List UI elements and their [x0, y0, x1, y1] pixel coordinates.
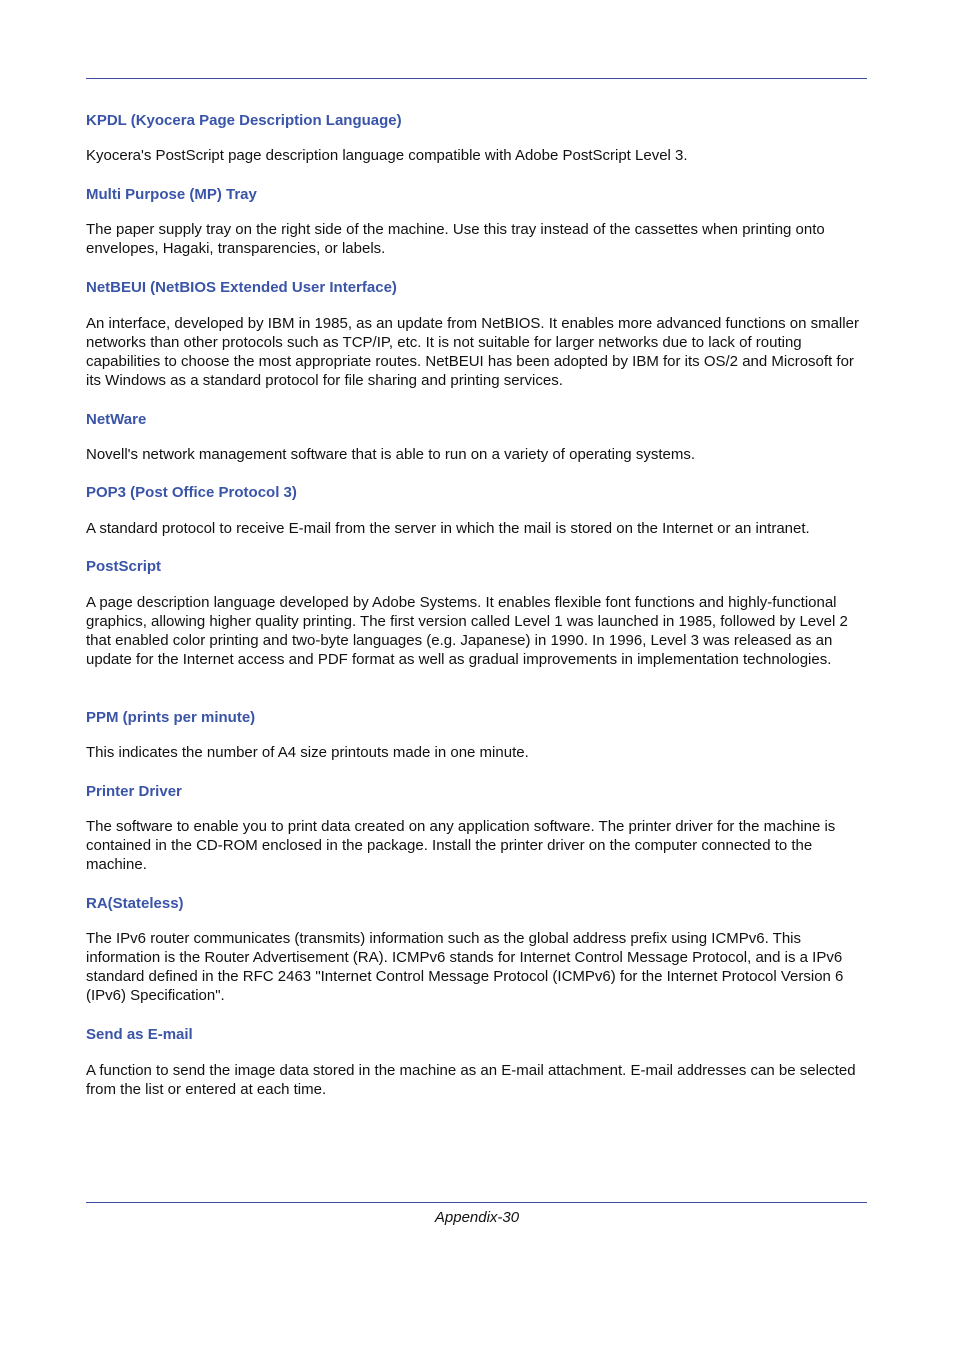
header-rule [86, 78, 867, 79]
glossary-definition: Novell's network management software that is able to run on a variety of operating systems. [86, 446, 695, 463]
glossary-entry [86, 410, 867, 483]
glossary-term: RA(Stateless) [86, 895, 184, 912]
glossary-definition: This indicates the number of A4 size printouts made in one minute. [86, 744, 529, 761]
glossary-definition: The software to enable you to print data created on any application software. The printer driver for the machine is contained in the CD-ROM enclosed in the package. Install the printer driver on the computer connected to the machine. [86, 818, 836, 873]
glossary-definition: A function to send the image data stored in the machine as an E-mail attachment. E-mail addresses can be selected from the list or entered at each time. [86, 1062, 856, 1098]
glossary-entry [86, 782, 867, 894]
glossary-term: Printer Driver [86, 783, 182, 800]
glossary-entry [86, 708, 867, 782]
glossary-entry [86, 1025, 867, 1099]
glossary-entry [86, 557, 867, 708]
glossary-entry [86, 894, 867, 1025]
glossary-definition: The IPv6 router communicates (transmits) information such as the global address prefix using ICMPv6. This information is the Router Advertisement (RA). ICMPv6 stands for Internet Control Message Protocol, and is a IPv6 standard defined in the RFC 2463 "Internet Control Message Protocol (ICMPv6) for the Internet Protocol Version 6 (IPv6) Specification". [86, 930, 844, 1004]
glossary-definition: An interface, developed by IBM in 1985, as an update from NetBIOS. It enables more advanced functions on smaller networks than other protocols such as TCP/IP, etc. It is not suitable for larger networks due to lack of routing capabilities to choose the most appropriate routes. NetBEUI has been adopted by IBM for its OS/2 and Microsoft for its Windows as a standard protocol for file sharing and printing services. [86, 315, 859, 389]
glossary-content [86, 111, 867, 1099]
glossary-term: PPM (prints per minute) [86, 709, 256, 726]
glossary-entry [86, 278, 867, 410]
glossary-definition: A standard protocol to receive E-mail from the server in which the mail is stored on the Internet or an intranet. [86, 520, 810, 537]
glossary-term: PostScript [86, 558, 162, 575]
page-number: Appendix-30 [434, 1209, 520, 1226]
glossary-term: Send as E-mail [86, 1026, 193, 1043]
glossary-definition: The paper supply tray on the right side of the machine. Use this tray instead of the cassettes when printing onto envelopes, Hagaki, transparencies, or labels. [86, 221, 825, 257]
glossary-definition: A page description language developed by Adobe Systems. It enables flexible font functions and highly-functional graphics, allowing higher quality printing. The first version called Level 1 was launched in 1985, followed by Level 2 that enabled color printing and two-byte languages (e.g. Japanese) in 1990. In 1996, Level 3 was released as an update for the Internet access and PDF format as well as gradual improvements in implementation technologies. [86, 594, 848, 668]
glossary-term: KPDL (Kyocera Page Description Language) [86, 112, 402, 129]
glossary-entry [86, 111, 867, 185]
footer-rule [86, 1202, 867, 1203]
glossary-entry [86, 185, 867, 278]
glossary-definition: Kyocera's PostScript page description language compatible with Adobe PostScript Level 3. [86, 147, 688, 164]
glossary-term: NetWare [86, 411, 147, 428]
glossary-term: Multi Purpose (MP) Tray [86, 186, 257, 203]
glossary-term: POP3 (Post Office Protocol 3) [86, 484, 297, 501]
glossary-term: NetBEUI (NetBIOS Extended User Interface) [86, 279, 397, 296]
glossary-entry [86, 483, 867, 557]
